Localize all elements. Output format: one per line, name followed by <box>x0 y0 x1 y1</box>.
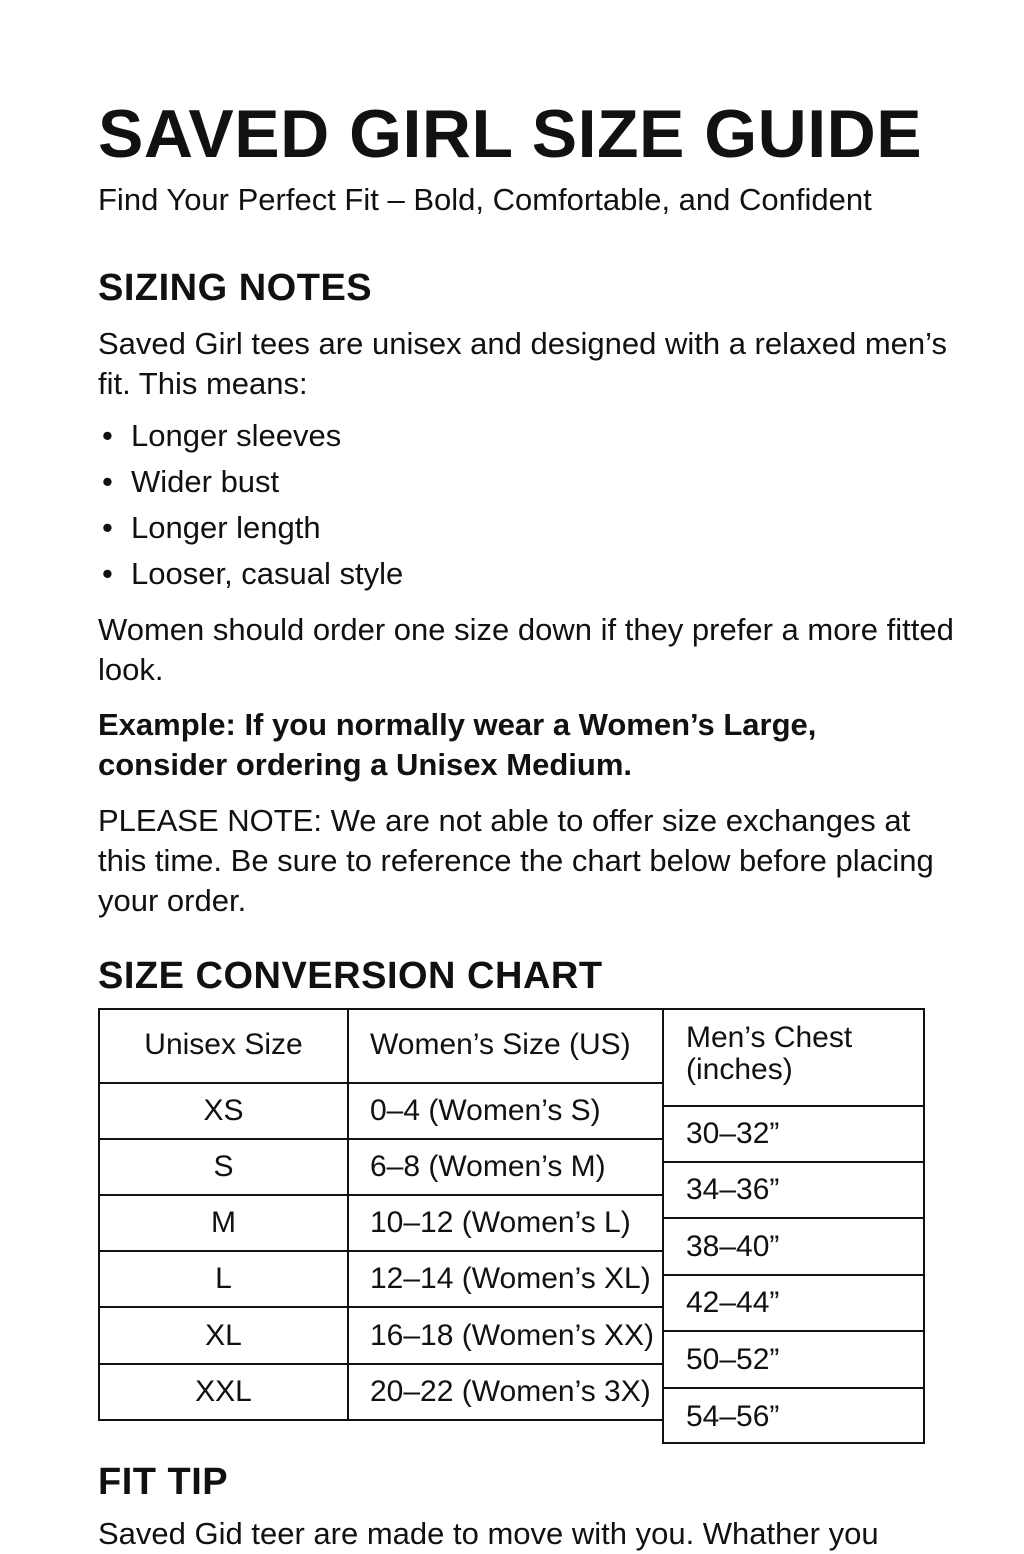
unisex-size-cell: XXL <box>195 1375 252 1408</box>
column-header-women: Women’s Size (US) <box>370 1028 631 1061</box>
column-header-unisex: Unisex Size <box>144 1028 303 1061</box>
table-row <box>664 1274 923 1330</box>
list-item: • Longer sleeves <box>98 413 403 459</box>
table-row <box>100 1082 662 1138</box>
unisex-size-cell: M <box>211 1206 236 1239</box>
fit-tip-heading: FIT TIP <box>98 1461 229 1503</box>
size-chart-heading: SIZE CONVERSION CHART <box>98 955 603 997</box>
page-title: SAVED GIRL SIZE GUIDE <box>98 96 923 172</box>
mens-chest-cell: 30–32” <box>686 1117 780 1150</box>
mens-chest-cell: 34–36” <box>686 1173 780 1206</box>
page-subtitle: Find Your Perfect Fit – Bold, Comfortable, and Confident <box>98 182 872 217</box>
mens-chest-cell: 42–44” <box>686 1286 780 1319</box>
table-row <box>664 1330 923 1387</box>
sizing-notes-intro: Saved Girl tees are unisex and designed with a relaxed men’s fit. This means: <box>98 326 947 401</box>
column-header-chest <box>686 1022 852 1086</box>
table-row <box>100 1194 662 1250</box>
mens-chest-cell: 50–52” <box>686 1343 780 1376</box>
unisex-size-cell: XS <box>203 1094 244 1127</box>
table-row <box>100 1363 662 1419</box>
column-header-chest-line: Men’s Chest <box>686 1021 853 1054</box>
sizing-example: Example: If you normally wear a Women’s Large, consider ordering a Unisex Medium. <box>98 707 817 782</box>
list-item: • Longer length <box>98 505 403 551</box>
unisex-size-cell: S <box>213 1150 234 1183</box>
column-header-chest-line: (inches) <box>686 1053 793 1086</box>
table-row <box>664 1387 923 1442</box>
table-row <box>100 1138 662 1194</box>
women-size-cell: 16–18 (Women’s XX) <box>370 1319 655 1352</box>
table-row <box>664 1217 923 1274</box>
size-conversion-table <box>98 1008 664 1421</box>
women-size-cell: 12–14 (Women’s XL) <box>370 1262 651 1295</box>
mens-chest-cell: 38–40” <box>686 1230 780 1263</box>
unisex-size-cell: XL <box>205 1319 242 1352</box>
list-item: • Looser, casual style <box>98 551 403 597</box>
table-row <box>664 1105 923 1161</box>
women-size-cell: 6–8 (Women’s M) <box>370 1150 606 1183</box>
list-item: • Wider bust <box>98 459 403 505</box>
women-size-cell: 20–22 (Women’s 3X) <box>370 1375 651 1408</box>
fit-tip-text: Saved Gid teer are made to move with you. Whather you <box>98 1516 879 1551</box>
sizing-notes-heading: SIZING NOTES <box>98 267 373 309</box>
women-size-cell: 10–12 (Women’s L) <box>370 1206 631 1239</box>
mens-chest-table <box>662 1008 925 1444</box>
exchange-notice: PLEASE NOTE: We are not able to offer size exchanges at this time. Be sure to reference the chart below before placing your order. <box>98 803 934 918</box>
table-row <box>100 1306 662 1363</box>
table-row <box>100 1250 662 1306</box>
fit-bullet-list <box>98 413 403 597</box>
women-sizing-tip: Women should order one size down if they prefer a more fitted look. <box>98 612 954 687</box>
mens-chest-cell: 54–56” <box>686 1400 780 1433</box>
women-size-cell: 0–4 (Women’s S) <box>370 1094 601 1127</box>
table-row <box>664 1161 923 1217</box>
unisex-size-cell: L <box>215 1262 232 1295</box>
